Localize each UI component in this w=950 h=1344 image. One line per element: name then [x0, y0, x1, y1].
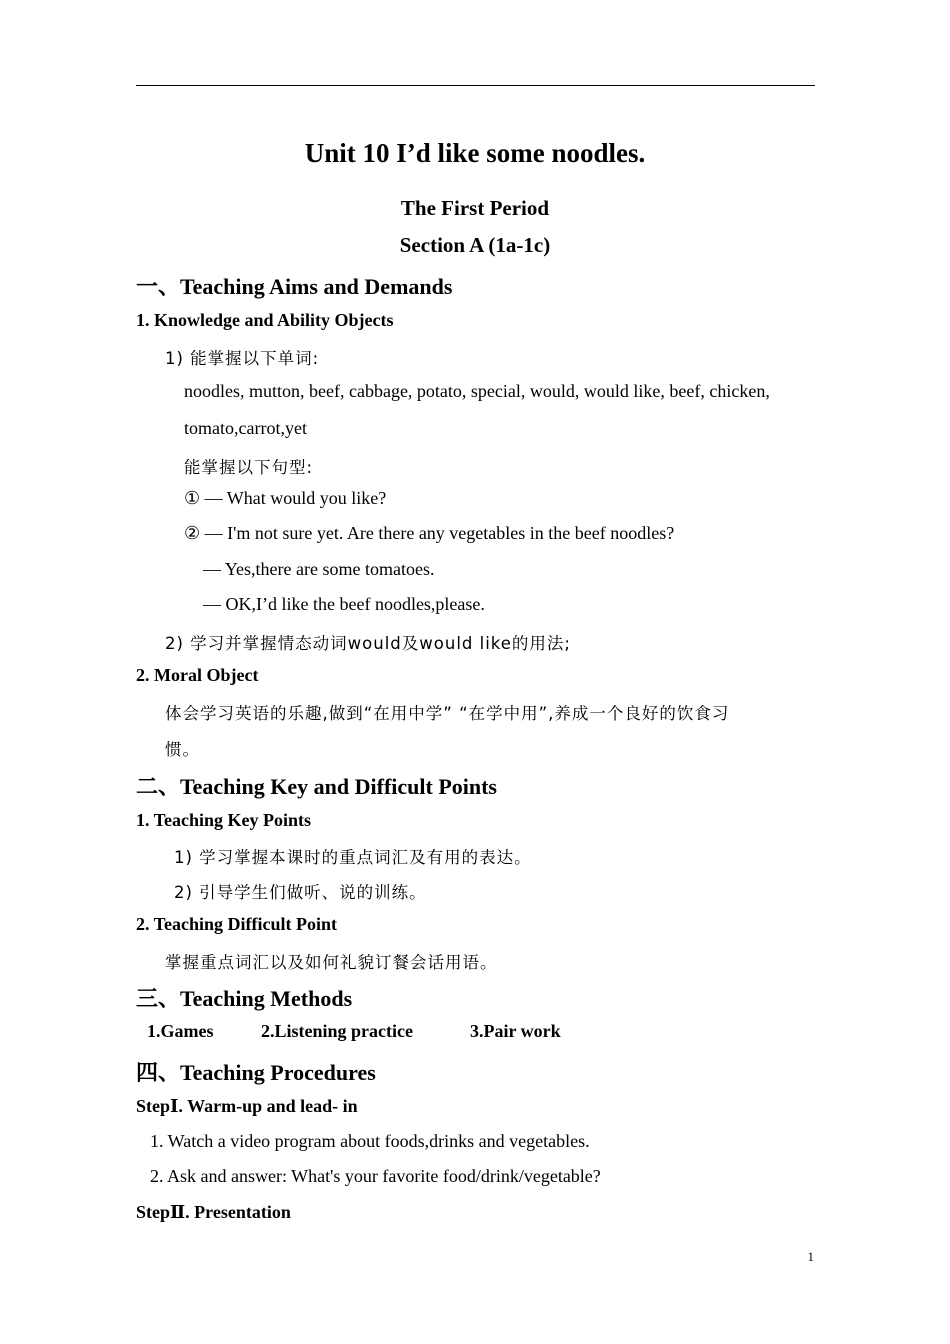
section-heading: Section A (1a-1c) — [399, 233, 551, 257]
sentence-3: — Yes,there are some tomatoes. — [203, 559, 435, 579]
vocab-line-1: noodles, mutton, beef, cabbage, potato, special, would, would like, beef, chicken, — [184, 381, 770, 401]
moral-object-heading: 2. Moral Object — [136, 665, 259, 685]
moral-line-1: 体会学习英语的乐趣,做到“在用中学” “在学中用”,养成一个良好的饮食习 — [165, 704, 730, 723]
key-point-1: 1) 学习掌握本课时的重点词汇及有用的表达。 — [174, 848, 532, 867]
method-games: 1.Games — [147, 1021, 214, 1041]
difficult-point-1: 掌握重点词汇以及如何礼貌订餐会话用语。 — [165, 953, 498, 972]
step2-heading: StepⅡ. Presentation — [136, 1202, 291, 1222]
knowledge-objects-heading: 1. Knowledge and Ability Objects — [136, 310, 394, 330]
method-pair-work: 3.Pair work — [470, 1021, 561, 1041]
key-points-heading: 1. Teaching Key Points — [136, 810, 312, 830]
sentence-4: — OK,I’d like the beef noodles,please. — [203, 594, 485, 614]
modal-verb-item: 2) 学习并掌握情态动词would及would like的用法; — [165, 634, 571, 653]
method-listening: 2.Listening practice — [261, 1021, 413, 1041]
page-number: 1 — [807, 1249, 814, 1264]
part2-heading: 二、Teaching Key and Difficult Points — [136, 774, 497, 799]
document-title: Unit 10 I’d like some noodles. — [304, 138, 646, 168]
sentence-1: ① — What would you like? — [184, 488, 387, 508]
step1-item-2: 2. Ask and answer: What's your favorite food/drink/vegetable? — [150, 1166, 601, 1186]
period-heading: The First Period — [400, 196, 550, 220]
moral-line-2: 惯。 — [165, 740, 200, 759]
step1-item-1: 1. Watch a video program about foods,drinks and vegetables. — [150, 1131, 590, 1151]
step1-heading: StepⅠ. Warm-up and lead- in — [136, 1096, 358, 1116]
part3-heading: 三、Teaching Methods — [136, 986, 353, 1011]
difficult-point-heading: 2. Teaching Difficult Point — [136, 914, 338, 934]
sentence-2: ② — I'm not sure yet. Are there any vegetables in the beef noodles? — [184, 523, 675, 543]
vocab-intro: 1) 能掌握以下单词: — [165, 349, 320, 368]
sentences-intro: 能掌握以下句型: — [184, 458, 314, 477]
vocab-line-2: tomato,carrot,yet — [184, 418, 307, 438]
part1-heading: 一、Teaching Aims and Demands — [136, 274, 453, 299]
key-point-2: 2) 引导学生们做听、说的训练。 — [174, 883, 427, 902]
part4-heading: 四、Teaching Procedures — [136, 1060, 376, 1085]
header-rule — [136, 85, 815, 86]
